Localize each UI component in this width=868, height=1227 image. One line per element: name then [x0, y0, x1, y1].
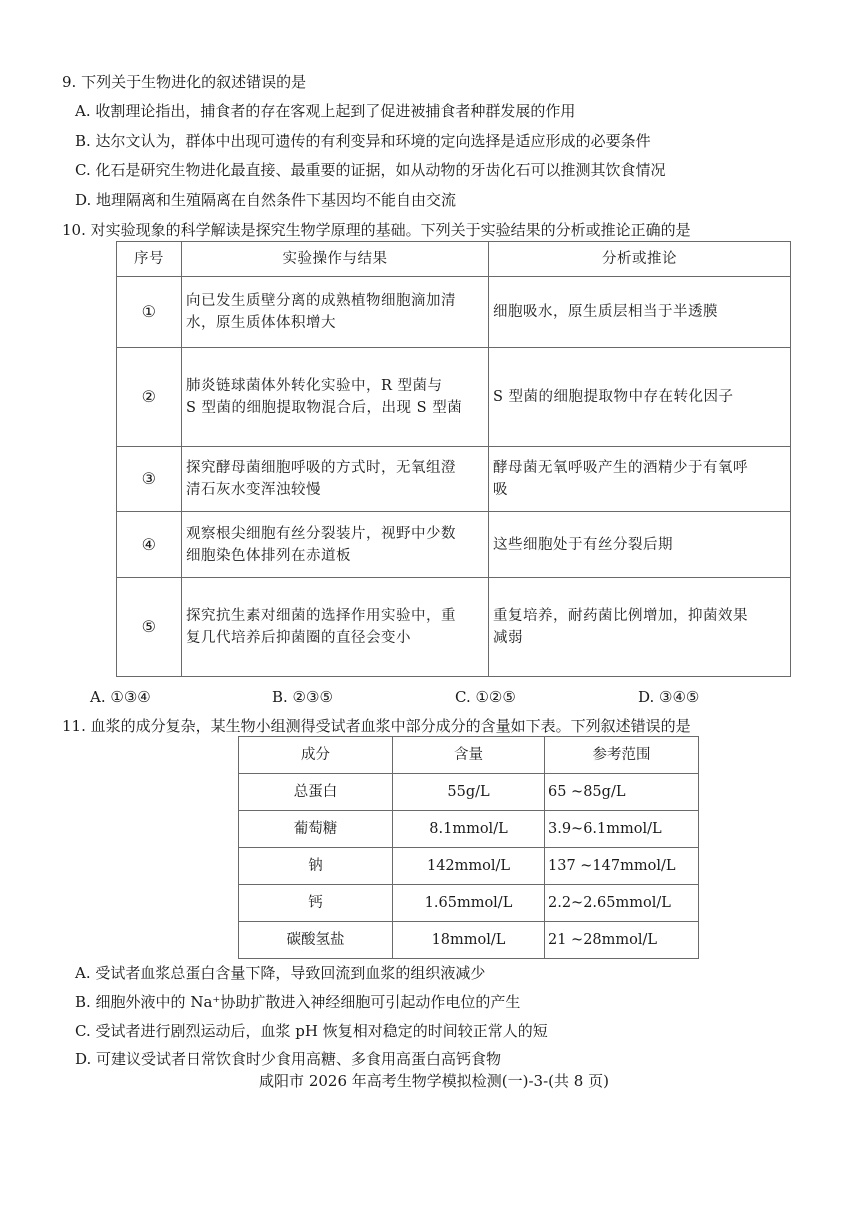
- operation-line: 水，原生质体体积增大: [186, 315, 336, 331]
- table-header-row: [239, 737, 699, 774]
- operation-line: 向已发生质壁分离的成熟植物细胞滴加清: [186, 293, 456, 309]
- experiment-table: [116, 241, 791, 677]
- component-name: 总蛋白: [239, 774, 393, 811]
- operation-line: 观察根尖细胞有丝分裂装片，视野中少数: [186, 525, 456, 542]
- operation-cell: [182, 277, 489, 348]
- analysis-line: 重复培养，耐药菌比例增加，抑菌效果: [493, 608, 748, 624]
- table-row: [117, 348, 791, 447]
- question-9-option-a: A. 收割理论指出，捕食者的存在客观上起到了促进被捕食者种群发展的作用: [75, 102, 576, 120]
- table-row: [239, 811, 699, 848]
- answer-option-b: B. ②③⑤: [272, 688, 333, 706]
- operation-line: S 型菌的细胞提取物混合后，出现 S 型菌: [186, 400, 463, 416]
- analysis-cell: [489, 447, 791, 512]
- row-number: ①: [117, 277, 182, 348]
- question-9-option-b: B. 达尔文认为，群体中出现可遗传的有利变异和环境的定向选择是适应形成的必要条件: [75, 132, 651, 150]
- component-name: 钙: [239, 885, 393, 922]
- answer-option-a: A. ①③④: [90, 688, 151, 706]
- question-11-stem: 11. 血浆的成分复杂，某生物小组测得受试者血浆中部分成分的含量如下表。下列叙述错误的是: [62, 717, 691, 735]
- component-amount: 8.1mmol/L: [393, 811, 545, 848]
- analysis-line: 这些细胞处于有丝分裂后期: [493, 536, 673, 553]
- header-operation: 实验操作与结果: [182, 242, 489, 277]
- analysis-line: 吸: [493, 482, 508, 498]
- page-footer: 咸阳市 2026 年高考生物学模拟检测(一)-3-(共 8 页): [259, 1072, 609, 1090]
- operation-line: 肺炎链球菌体外转化实验中，R 型菌与: [186, 378, 443, 394]
- question-11-option-a: A. 受试者血浆总蛋白含量下降，导致回流到血浆的组织液减少: [75, 964, 486, 982]
- table-row: [239, 922, 699, 959]
- row-number: ②: [117, 348, 182, 447]
- answer-option-d: D. ③④⑤: [638, 688, 700, 706]
- row-number: ⑤: [117, 578, 182, 677]
- question-9-option-c: C. 化石是研究生物进化最直接、最重要的证据，如从动物的牙齿化石可以推测其饮食情况: [75, 161, 666, 179]
- analysis-cell: [489, 578, 791, 677]
- analysis-line: 酵母菌无氧呼吸产生的酒精少于有氧呼: [493, 460, 748, 476]
- question-11-option-d: D. 可建议受试者日常饮食时少食用高糖、多食用高蛋白高钙食物: [75, 1050, 502, 1068]
- table-row: [239, 848, 699, 885]
- analysis-line: 细胞吸水，原生质层相当于半透膜: [493, 304, 718, 320]
- component-range: 65 ~85g/L: [545, 774, 699, 811]
- table-row: [117, 512, 791, 578]
- question-10-stem: 10. 对实验现象的科学解读是探究生物学原理的基础。下列关于实验结果的分析或推论正确的是: [62, 221, 691, 239]
- header-amount: 含量: [393, 737, 545, 774]
- question-9-option-d: D. 地理隔离和生殖隔离在自然条件下基因均不能自由交流: [75, 191, 457, 209]
- operation-line: 探究酵母菌细胞呼吸的方式时，无氧组澄: [186, 460, 456, 476]
- component-range: 2.2~2.65mmol/L: [545, 885, 699, 922]
- component-amount: 142mmol/L: [393, 848, 545, 885]
- question-11-option-b: B. 细胞外液中的 Na⁺协助扩散进入神经细胞可引起动作电位的产生: [75, 993, 521, 1011]
- question-9-stem: 9. 下列关于生物进化的叙述错误的是: [62, 73, 307, 91]
- analysis-cell: [489, 512, 791, 578]
- component-range: 21 ~28mmol/L: [545, 922, 699, 959]
- plasma-table: [238, 736, 699, 959]
- analysis-line: 减弱: [493, 630, 523, 646]
- operation-cell: [182, 348, 489, 447]
- header-reference-range: 参考范围: [545, 737, 699, 774]
- component-range: 137 ~147mmol/L: [545, 848, 699, 885]
- header-component: 成分: [239, 737, 393, 774]
- component-name: 碳酸氢盐: [239, 922, 393, 959]
- row-number: ③: [117, 447, 182, 512]
- analysis-cell: [489, 277, 791, 348]
- answer-option-c: C. ①②⑤: [455, 688, 516, 706]
- operation-line: 细胞染色体排列在赤道板: [186, 547, 351, 564]
- operation-cell: [182, 578, 489, 677]
- header-number: 序号: [117, 242, 182, 277]
- table-row: [117, 447, 791, 512]
- operation-line: 探究抗生素对细菌的选择作用实验中，重: [186, 608, 456, 624]
- analysis-line: S 型菌的细胞提取物中存在转化因子: [493, 389, 734, 405]
- component-amount: 18mmol/L: [393, 922, 545, 959]
- component-amount: 1.65mmol/L: [393, 885, 545, 922]
- table-row: [117, 578, 791, 677]
- operation-cell: [182, 447, 489, 512]
- component-name: 葡萄糖: [239, 811, 393, 848]
- component-name: 钠: [239, 848, 393, 885]
- header-analysis: 分析或推论: [489, 242, 791, 277]
- table-row: [239, 885, 699, 922]
- table-row: [117, 277, 791, 348]
- component-amount: 55g/L: [393, 774, 545, 811]
- component-range: 3.9~6.1mmol/L: [545, 811, 699, 848]
- operation-line: 清石灰水变浑浊较慢: [186, 482, 321, 498]
- analysis-cell: [489, 348, 791, 447]
- row-number: ④: [117, 512, 182, 578]
- operation-cell: [182, 512, 489, 578]
- question-11-option-c: C. 受试者进行剧烈运动后，血浆 pH 恢复相对稳定的时间较正常人的短: [75, 1022, 548, 1040]
- table-row: [239, 774, 699, 811]
- table-header-row: [117, 242, 791, 277]
- operation-line: 复几代培养后抑菌圈的直径会变小: [186, 630, 411, 646]
